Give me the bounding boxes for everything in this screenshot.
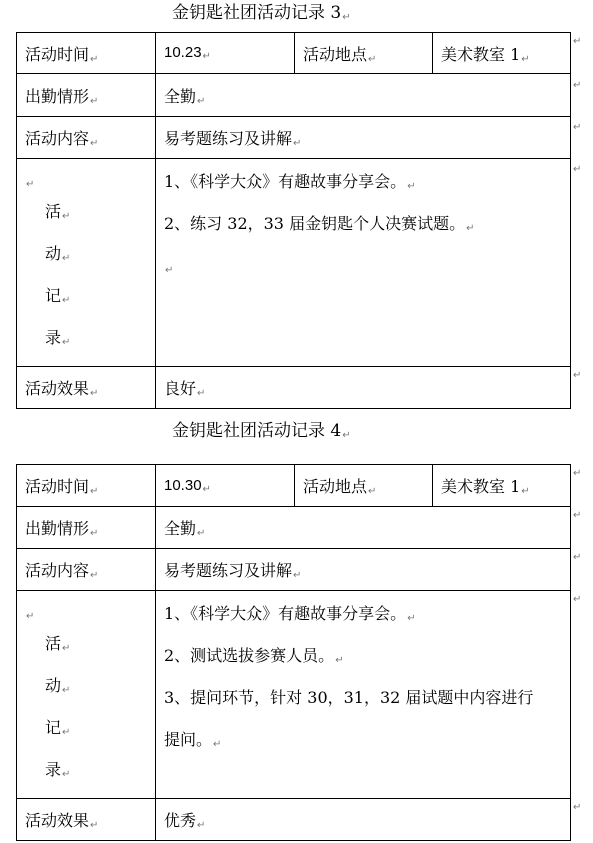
row-end-mark: ↵	[573, 802, 582, 813]
record-line: 提问。↵	[164, 730, 222, 750]
attendance-label: 出勤情形↵	[17, 507, 156, 549]
place-label: 活动地点↵	[295, 465, 433, 507]
record-label: ↵ 活↵ 动↵ 记↵ 录↵	[17, 159, 156, 367]
record-label: ↵ 活↵ 动↵ 记↵ 录↵	[17, 591, 156, 799]
time-label: 活动时间↵	[17, 33, 156, 74]
effect-value: 优秀↵	[156, 799, 571, 841]
effect-label: 活动效果↵	[17, 799, 156, 841]
record-content	[156, 591, 571, 799]
content-value: 易考题练习及讲解↵	[156, 549, 571, 591]
record-line: ↵	[165, 265, 174, 276]
record-line: 3、提问环节，针对 30，31，32 届试题中内容进行	[164, 688, 534, 707]
place-value: 美术教室 1↵	[433, 33, 571, 74]
time-value: 10.30↵	[156, 465, 295, 507]
row-end-mark: ↵	[573, 370, 582, 381]
content-value: 易考题练习及讲解↵	[156, 117, 571, 159]
attendance-value: 全勤↵	[156, 507, 571, 549]
place-label: 活动地点↵	[295, 33, 433, 74]
row-end-mark: ↵	[573, 510, 582, 521]
content-label: 活动内容↵	[17, 117, 156, 159]
row-end-mark: ↵	[573, 36, 582, 47]
activity-record-table	[16, 464, 571, 841]
row-end-mark: ↵	[573, 164, 582, 175]
row-end-mark: ↵	[573, 468, 582, 479]
record-content	[156, 159, 571, 367]
record-title: 金钥匙社团活动记录 3↵	[172, 3, 351, 23]
record-line: 1、《科学大众》有趣故事分享会。↵	[164, 604, 416, 624]
effect-value: 良好↵	[156, 367, 571, 409]
time-value: 10.23↵	[156, 33, 295, 74]
attendance-value: 全勤↵	[156, 74, 571, 117]
row-end-mark: ↵	[573, 80, 582, 91]
record-line: 2、测试选拔参赛人员。↵	[164, 646, 344, 666]
effect-label: 活动效果↵	[17, 367, 156, 409]
content-label: 活动内容↵	[17, 549, 156, 591]
activity-record-table	[16, 32, 571, 409]
row-end-mark: ↵	[573, 122, 582, 133]
row-end-mark: ↵	[573, 552, 582, 563]
record-line: 1、《科学大众》有趣故事分享会。↵	[164, 172, 416, 192]
attendance-label: 出勤情形↵	[17, 74, 156, 117]
record-line: 2、练习 32，33 届金钥匙个人决赛试题。↵	[164, 214, 475, 234]
place-value: 美术教室 1↵	[433, 465, 571, 507]
record-title: 金钥匙社团活动记录 4↵	[172, 421, 351, 441]
time-label: 活动时间↵	[17, 465, 156, 507]
row-end-mark: ↵	[573, 594, 582, 605]
